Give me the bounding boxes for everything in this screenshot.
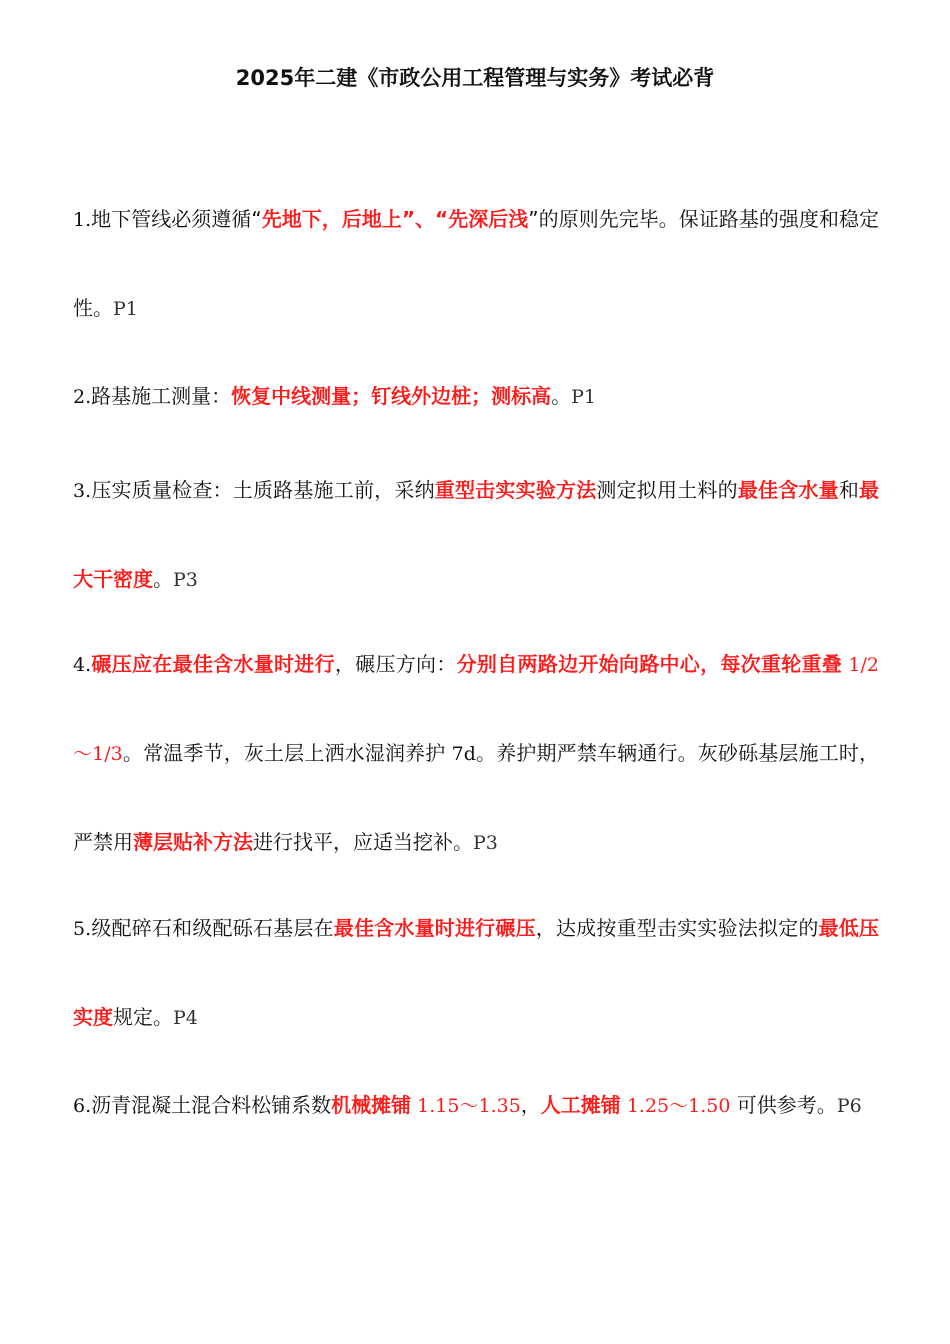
item-number: 5. — [73, 918, 92, 940]
item-text: ，达成按重型击实实验法拟定的 — [535, 916, 819, 940]
page-reference: P4 — [173, 1007, 198, 1029]
item-number: 4. — [73, 654, 92, 676]
item-text: 。养护期严禁车辆通行。灰砂砾基层施工时，严禁用 — [73, 741, 880, 854]
highlight-text: 分别自两路边开始向路中心，每次重轮重叠 — [456, 652, 843, 676]
list-item — [73, 175, 879, 353]
highlight-text: 薄层贴补方法 — [133, 830, 253, 854]
list-item — [73, 446, 879, 624]
highlight-text: 先地下，后地上”、“先深后浅 — [261, 207, 529, 231]
item-text: 。 — [551, 384, 572, 408]
item-text: 级配碎石和级配砾石基层在 — [91, 916, 334, 940]
item-text: 沥青混凝土混合料松铺系数 — [91, 1093, 332, 1117]
highlight-text: 机械摊铺 — [331, 1093, 412, 1117]
document-title: 2025年二建《市政公用工程管理与实务》考试必背 — [235, 66, 715, 90]
item-text: 和 — [838, 478, 860, 502]
item-text: ， — [520, 1093, 541, 1117]
list-item — [73, 884, 879, 1062]
item-text: 。常温季节，灰土层上洒水湿润养护 — [122, 741, 446, 765]
item-text: ，碾压方向： — [334, 652, 457, 676]
item-number: 3. — [73, 480, 92, 502]
page-reference: P1 — [113, 298, 138, 320]
highlight-text: 恢复中线测量；钉线外边桩；测标高 — [231, 384, 552, 408]
list-item — [73, 352, 879, 441]
highlight-text: 人工摊铺 — [540, 1093, 621, 1117]
list-item — [73, 620, 879, 887]
item-text: 压实质量检查：土质路基施工前，采纳 — [91, 478, 435, 502]
item-text: 规定。 — [113, 1005, 173, 1029]
page-reference: P3 — [473, 832, 498, 854]
highlight-text: 最佳含水量 — [737, 478, 839, 502]
page-reference: P3 — [173, 569, 198, 591]
item-text: 进行找平，应适当挖补。 — [253, 830, 473, 854]
item-number: 1. — [73, 209, 92, 231]
highlight-text: 最佳含水量时进行碾压 — [333, 916, 536, 940]
highlight-text: 碾压应在最佳含水量时进行 — [91, 652, 335, 676]
item-number: 2. — [73, 386, 92, 408]
item-text: 测定拟用土料的 — [596, 478, 738, 502]
list-item — [73, 1061, 879, 1150]
highlight-number: 1/2～1/3 — [73, 654, 880, 765]
item-text: 。 — [153, 567, 173, 591]
item-text: 可供参考。 — [730, 1093, 837, 1117]
item-text: 地下管线必须遵循“ — [91, 207, 262, 231]
highlight-text: 重型击实实验方法 — [434, 478, 597, 502]
page-reference: P1 — [571, 386, 597, 408]
highlight-number: 1.25～1.50 — [620, 1095, 731, 1117]
highlight-text: 最低压实度 — [73, 916, 880, 1029]
item-text: ”的原则先完毕。保证路基的强度和稳定性。 — [73, 207, 879, 320]
item-text: 路基施工测量： — [91, 384, 232, 408]
page-reference: P6 — [836, 1095, 862, 1117]
inline-value: 7d — [445, 743, 476, 765]
item-number: 6. — [73, 1095, 92, 1117]
highlight-text: 最大干密度 — [73, 478, 880, 591]
highlight-number: 1.15～1.35 — [411, 1095, 521, 1117]
